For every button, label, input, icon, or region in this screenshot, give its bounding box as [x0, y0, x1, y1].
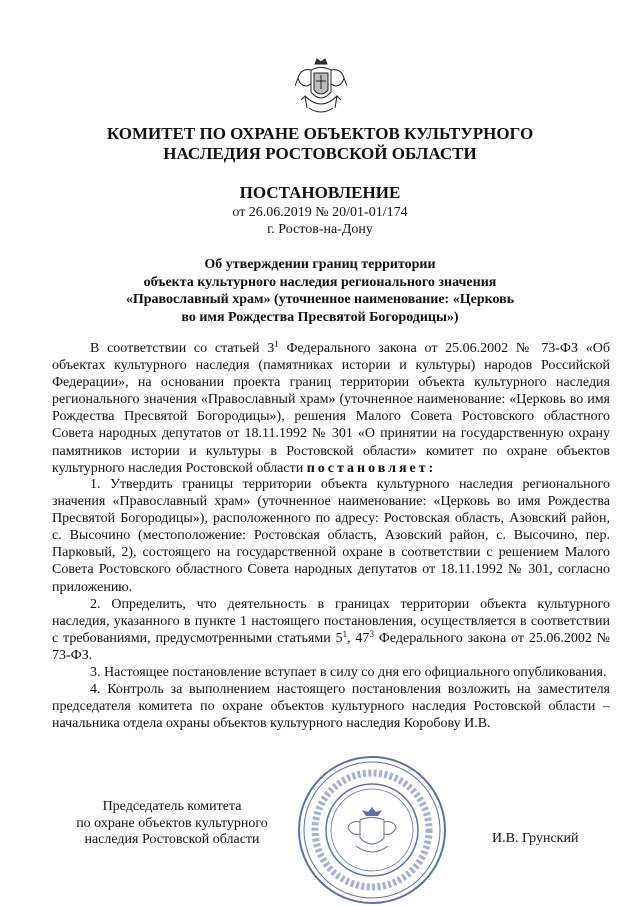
superscript: 3 [369, 628, 374, 639]
official-seal-stamp [296, 754, 448, 906]
coat-of-arms-emblem [295, 56, 347, 118]
document-subject [0, 256, 640, 326]
signatory-position-line: по охране объектов культурного [76, 815, 268, 831]
item-text: , 47 [347, 630, 370, 646]
document-date-number: от 26.06.2019 № 20/01-01/174 [232, 205, 408, 220]
resolution-item-2 [52, 596, 610, 664]
signatory-name: И.В. Грунский [492, 831, 579, 846]
subject-line: объекта культурного наследия регионального значения [143, 274, 497, 290]
subject-line: во имя Рождества Пресвятой Богородицы») [181, 309, 459, 325]
resolution-item-1: 1. Утвердить границы территории объекта культурного наследия регионального значения «Православный храм» (уточненное наименование: «Церковь во имя Рождества Пресвятой Богородицы»), расположенного по адресу: Ростовская область, Азовский район, с. Высочино (местоположение: Ростовская область, Азовский район, с. Высочино, пер. Парковый, 2), состоящего на государственной охране в соответствии с решением Малого Совета Ростовского областного Совета народных депутатов от 18.11.1992 № 301, согласно приложению. [52, 477, 610, 595]
resolution-items [52, 476, 610, 732]
preamble-text: В соответствии со статьей 3 [90, 341, 275, 356]
document-type: ПОСТАНОВЛЕНИЕ [239, 183, 401, 202]
item-text: 2. Определить, что деятельность в границах территории объекта культурного наследия, указанного в пункте 1 настоящего постановления, осуществляется в соответствии с требованиями, предусмотренными статьями 5 [52, 596, 610, 646]
document-city: г. Ростов-на-Дону [267, 222, 373, 237]
resolution-item-4: 4. Контроль за выполнением настоящего постановления возложить на заместителя председателя комитета по охране объектов культурного наследия Ростовской области – начальника отдела охраны объектов культурного наследия Коробову И.В. [52, 682, 610, 732]
signatory-position-line: наследия Ростовской области [84, 832, 260, 847]
superscript: 1 [342, 628, 348, 639]
preamble-paragraph [52, 340, 610, 477]
subject-line: «Православный храм» (уточненное наименование: «Церковь [125, 292, 515, 307]
decree-word: постановляет: [306, 460, 437, 476]
organization-title-line: НАСЛЕДИЯ РОСТОВСКОЙ ОБЛАСТИ [163, 144, 477, 163]
resolution-item-3: 3. Настоящее постановление вступает в силу со дня его официального опубликования. [90, 665, 607, 681]
organization-title-line: КОМИТЕТ ПО ОХРАНЕ ОБЪЕКТОВ КУЛЬТУРНОГО [106, 124, 534, 143]
preamble-text: Федерального закона от 25.06.2002 № 73-ФЗ «Об объектах культурного наследия (памятниках истории и культуры) народов Российской Федерации», на основании проекта границ территории объекта культурного наследия регионального значения «Православный храм» (уточненное наименование: «Церковь во имя Рождества Пресвятой Богородицы»), решения Малого Совета Ростовского областного Совета народных депутатов от 18.11.1992 № 301 «О принятии на государственную охрану памятников истории и культуры в Ростовской области» комитет по охране объектов культурного наследия Ростовской области [52, 341, 610, 476]
item-text: Федерального закона от 25.06.2002 № 73-ФЗ. [52, 630, 611, 663]
organization-title [0, 124, 640, 164]
preamble [52, 340, 610, 477]
signatory-position-line: Председатель комитета [102, 799, 242, 814]
subject-line: Об утверждении границ территории [204, 257, 436, 272]
superscript: 1 [274, 339, 279, 349]
signatory-position [72, 799, 272, 849]
